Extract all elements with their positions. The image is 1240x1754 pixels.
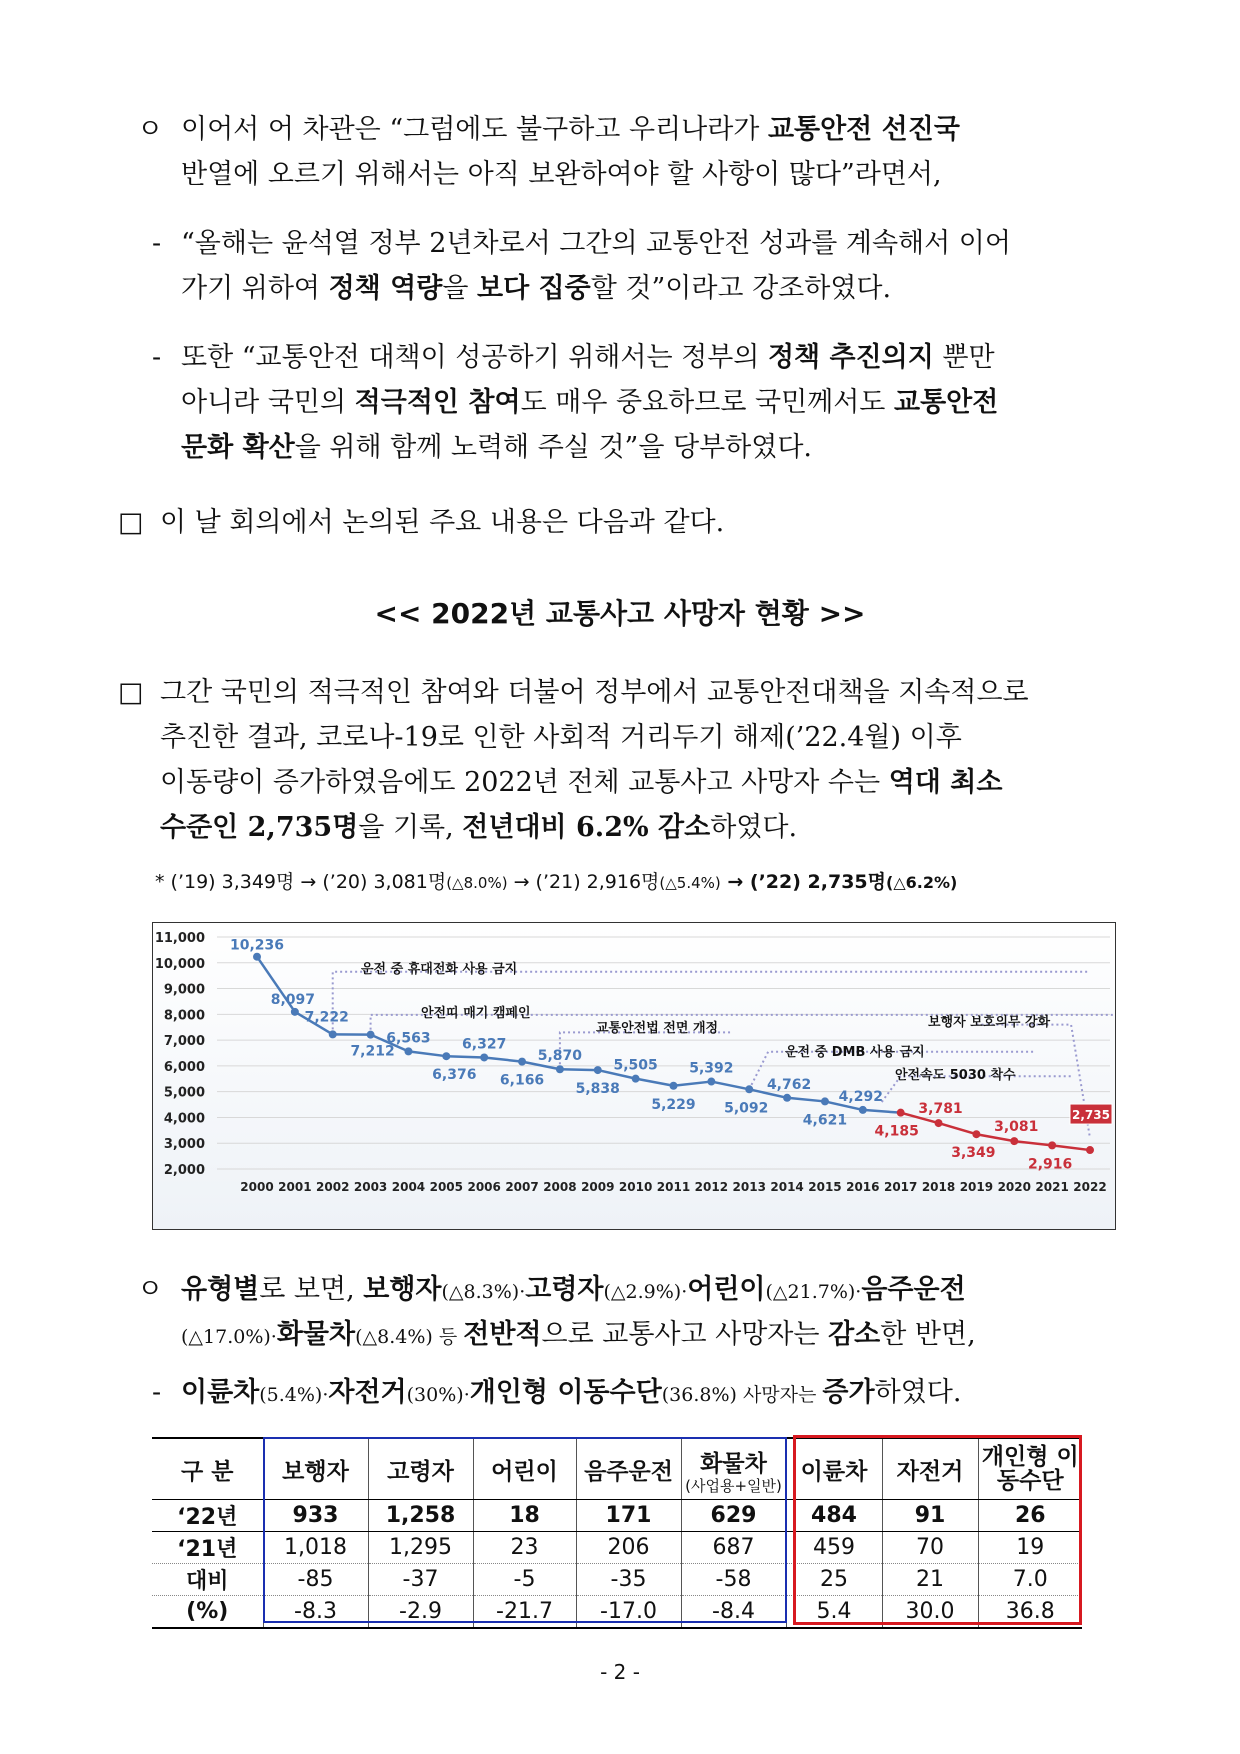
table-cell: -5 (473, 1564, 576, 1596)
header-cell: 개인형 이동수단 (978, 1438, 1082, 1500)
annotation-label: 안전속도 5030 착수 (895, 1068, 1016, 1083)
data-label: 5,092 (724, 1100, 769, 1117)
x-tick-label: 2016 (846, 1180, 880, 1194)
header-cell: 고령자 (368, 1438, 473, 1500)
table-cell: 91 (882, 1500, 978, 1532)
annotation-label: 보행자 보호의무 강화 (928, 1015, 1051, 1030)
data-label: 4,185 (874, 1123, 919, 1140)
table-cell: ‘22년 (152, 1500, 263, 1532)
series-segment (1052, 1145, 1090, 1150)
table-cell: 484 (786, 1500, 882, 1532)
data-point (859, 1106, 867, 1114)
table-cell: 629 (681, 1500, 786, 1532)
table-cell: 18 (473, 1500, 576, 1532)
x-tick-label: 2001 (278, 1180, 312, 1194)
table-cell: ‘21년 (152, 1532, 263, 1564)
data-point (897, 1109, 905, 1117)
table-cell: -35 (576, 1564, 681, 1596)
annotation-label: 운전 중 휴대전화 사용 금지 (361, 962, 518, 977)
x-tick-label: 2022 (1073, 1180, 1107, 1194)
x-tick-label: 2007 (505, 1180, 539, 1194)
x-tick-label: 2008 (543, 1180, 577, 1194)
section-title: << 2022년 교통사고 사망자 현황 >> (374, 597, 866, 630)
y-tick-label: 11,000 (154, 931, 205, 946)
table-cell: 206 (576, 1532, 681, 1564)
series-segment (560, 1069, 598, 1070)
bullet-marker: ㅇ (137, 1274, 164, 1305)
footnote: * (’19) 3,349명 → (’20) 3,081명(△8.0%) → (’21) 2,916명(△5.4%) → (’22) 2,735명(△6.2%) (155, 871, 958, 893)
x-tick-label: 2005 (429, 1180, 464, 1194)
y-tick-label: 3,000 (163, 1137, 205, 1153)
x-tick-label: 2010 (618, 1180, 653, 1194)
data-point (1048, 1141, 1056, 1149)
data-label: 5,505 (613, 1057, 658, 1074)
series-segment (674, 1082, 712, 1086)
header-cell: 자전거 (882, 1438, 978, 1500)
table-cell: -8.3 (263, 1596, 368, 1629)
x-tick-label: 2017 (883, 1180, 918, 1194)
x-tick-label: 2011 (656, 1180, 691, 1194)
data-point (556, 1065, 564, 1073)
x-tick-label: 2018 (921, 1180, 956, 1194)
annotation-label: 운전 중 DMB 사용 금지 (785, 1045, 925, 1060)
series-segment (446, 1056, 484, 1057)
data-label: 3,081 (994, 1119, 1039, 1136)
table-cell: 25 (786, 1564, 882, 1596)
data-label: 3,781 (918, 1101, 963, 1118)
data-point (367, 1031, 375, 1039)
data-point (404, 1047, 412, 1055)
y-tick-label: 5,000 (163, 1085, 205, 1101)
data-label: 7,212 (350, 1043, 395, 1060)
y-tick-label: 8,000 (163, 1008, 205, 1024)
bullet-marker: ㅇ (137, 114, 164, 145)
table-cell: -58 (681, 1564, 786, 1596)
header-cell: 구 분 (152, 1438, 263, 1500)
series-segment (636, 1079, 674, 1086)
y-tick-label: 7,000 (163, 1034, 205, 1050)
data-label: 5,870 (537, 1048, 583, 1065)
table-cell: 19 (978, 1532, 1082, 1564)
table-cell: -21.7 (473, 1596, 576, 1629)
series-segment (939, 1123, 977, 1134)
data-point (253, 953, 261, 961)
x-tick-label: 2000 (240, 1180, 274, 1194)
header-cell: 화물차 (사업용+일반) (681, 1438, 786, 1500)
x-tick-label: 2003 (353, 1180, 388, 1194)
annotation-label: 안전띠 매기 캠페인 (421, 1006, 531, 1021)
data-point (783, 1094, 791, 1102)
increase-highlight-box (793, 1435, 1082, 1625)
x-tick-label: 2006 (467, 1180, 501, 1194)
data-label: 5,392 (689, 1060, 734, 1077)
series-segment (787, 1098, 825, 1102)
table-cell: -17.0 (576, 1596, 681, 1629)
x-tick-label: 2014 (770, 1180, 804, 1194)
dash-marker: - (152, 342, 162, 373)
table-cell: (%) (152, 1596, 263, 1629)
data-label: 2,916 (1027, 1156, 1073, 1173)
annotation-label: 교통안전법 전면 개정 (596, 1021, 719, 1036)
data-label: 7,222 (304, 1009, 349, 1026)
data-point (821, 1097, 829, 1105)
x-tick-label: 2013 (732, 1180, 766, 1194)
table-cell: 대비 (152, 1564, 263, 1596)
series-segment (711, 1082, 749, 1090)
header-cell: 어린이 (473, 1438, 576, 1500)
data-point (480, 1053, 488, 1061)
y-tick-label: 4,000 (163, 1111, 205, 1127)
series-segment (976, 1134, 1014, 1141)
table-cell: -2.9 (368, 1596, 473, 1629)
data-label: 3,349 (951, 1145, 996, 1162)
page-number: - 2 - (600, 1660, 640, 1684)
data-label: 8,097 (270, 991, 316, 1008)
data-point (291, 1008, 299, 1016)
decrease-highlight-box (263, 1437, 787, 1623)
square-marker: □ (118, 507, 144, 538)
y-tick-label: 2,000 (163, 1163, 205, 1178)
fatality-chart (152, 922, 1116, 1230)
x-tick-label: 2020 (997, 1180, 1031, 1194)
table-cell: 5.4 (786, 1596, 882, 1629)
y-tick-label: 9,000 (163, 982, 205, 998)
series-segment (408, 1051, 446, 1056)
header-cell: 보행자 (263, 1438, 368, 1500)
table-cell: 933 (263, 1500, 368, 1532)
dash-marker: - (152, 228, 162, 259)
data-point (670, 1082, 678, 1090)
table-cell: -85 (263, 1564, 368, 1596)
data-point (972, 1130, 980, 1138)
data-label: 6,327 (462, 1036, 507, 1053)
table-cell: 21 (882, 1564, 978, 1596)
x-tick-label: 2015 (808, 1180, 842, 1194)
data-label: 5,229 (651, 1096, 696, 1113)
fatality-line-chart (153, 923, 1115, 1229)
data-point (935, 1119, 943, 1127)
table-cell: 687 (681, 1532, 786, 1564)
table-cell: 30.0 (882, 1596, 978, 1629)
table-cell: 23 (473, 1532, 576, 1564)
data-label: 4,292 (838, 1088, 883, 1105)
table-cell: 171 (576, 1500, 681, 1532)
table-cell: 7.0 (978, 1564, 1082, 1596)
table-cell: 70 (882, 1532, 978, 1564)
data-label: 4,621 (802, 1112, 848, 1129)
data-label: 6,563 (386, 1030, 431, 1047)
square-marker: □ (118, 677, 144, 708)
y-tick-label: 6,000 (163, 1059, 205, 1075)
data-label: 10,236 (229, 937, 285, 954)
table-cell: 459 (786, 1532, 882, 1564)
data-label: 5,838 (575, 1081, 620, 1098)
series-segment (863, 1110, 901, 1113)
x-tick-label: 2019 (959, 1180, 994, 1194)
table-cell: 1,258 (368, 1500, 473, 1532)
data-point (1010, 1137, 1018, 1145)
data-label: 2,735 (1072, 1108, 1110, 1123)
table-cell: -37 (368, 1564, 473, 1596)
x-tick-label: 2009 (581, 1180, 615, 1194)
series-segment (484, 1057, 522, 1061)
data-point (442, 1052, 450, 1060)
x-tick-label: 2002 (316, 1180, 350, 1194)
x-tick-label: 2004 (391, 1180, 426, 1194)
data-point (518, 1058, 526, 1066)
data-point (632, 1075, 640, 1083)
data-point (1086, 1146, 1094, 1154)
data-point (745, 1085, 753, 1093)
header-cell: 이륜차 (786, 1438, 882, 1500)
data-point (594, 1066, 602, 1074)
table-cell: 1,018 (263, 1532, 368, 1564)
data-point (329, 1030, 337, 1038)
data-label: 6,166 (499, 1072, 545, 1089)
data-point (707, 1078, 715, 1086)
x-tick-label: 2021 (1035, 1180, 1069, 1194)
x-tick-label: 2012 (694, 1180, 729, 1194)
table-cell: 1,295 (368, 1532, 473, 1564)
y-tick-label: 10,000 (154, 956, 205, 972)
table-cell: 36.8 (978, 1596, 1082, 1629)
data-label: 6,376 (432, 1067, 477, 1084)
table-cell: 26 (978, 1500, 1082, 1532)
data-label: 4,762 (766, 1076, 812, 1093)
table-cell: -8.4 (681, 1596, 786, 1629)
header-cell: 음주운전 (576, 1438, 681, 1500)
dash-marker: - (152, 1377, 162, 1408)
